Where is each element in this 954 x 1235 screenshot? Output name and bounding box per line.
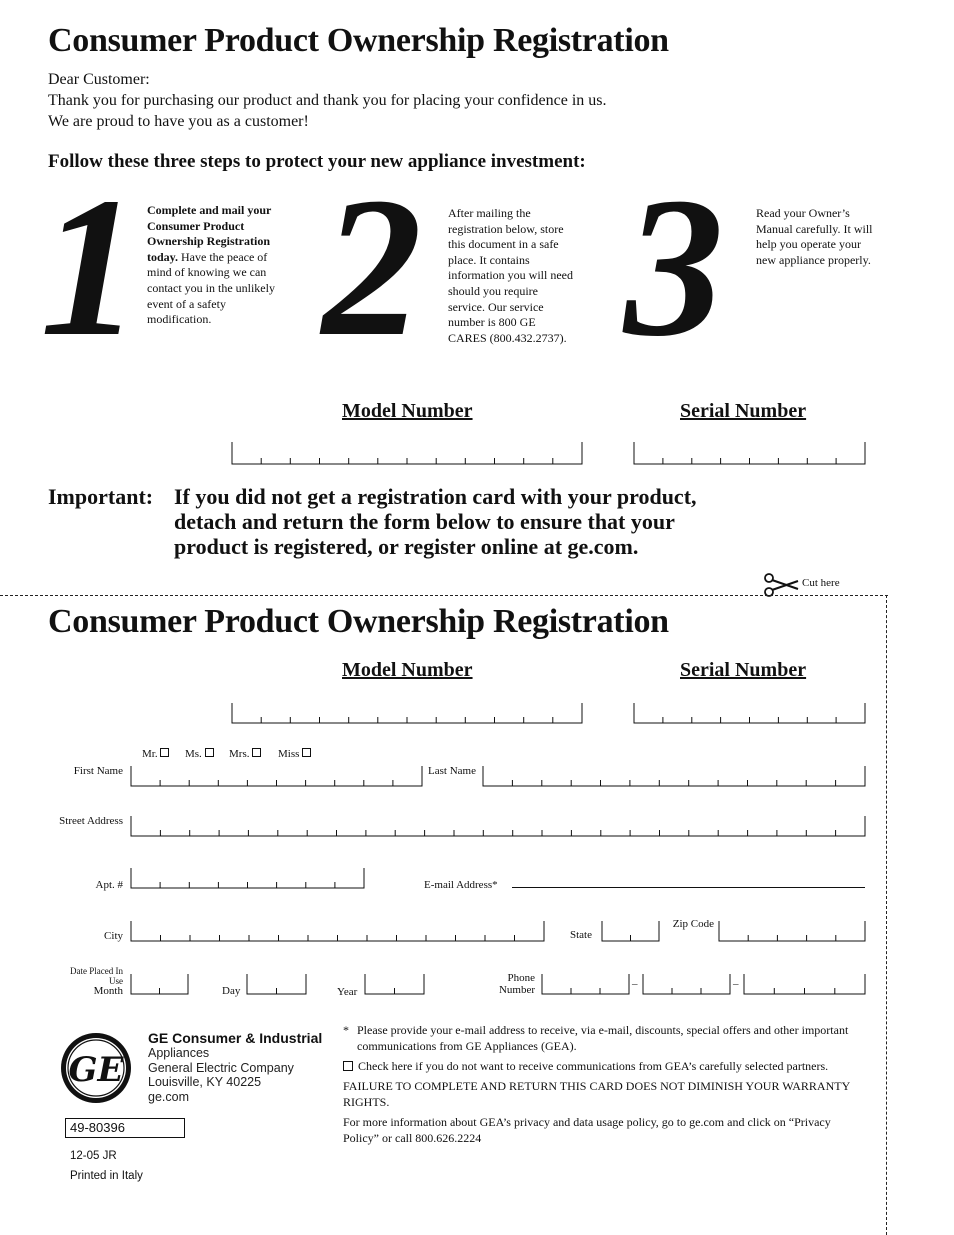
phone-separator-1: – — [632, 978, 638, 990]
form-serial-number-field[interactable] — [633, 703, 867, 724]
company-legal-name: General Electric Company — [148, 1060, 294, 1075]
model-number-field[interactable] — [231, 442, 584, 465]
last-name-label: Last Name — [428, 765, 476, 777]
important-text: If you did not get a registration card with your product, detach and return the form below to ensure that your product is registered, or register online at ge.com. — [174, 484, 697, 559]
company-web: ge.com — [148, 1090, 189, 1105]
phone-separator-2: – — [733, 978, 739, 990]
salutation-mr[interactable]: Mr. — [142, 748, 169, 760]
month-field[interactable] — [130, 974, 190, 995]
step-1-body-text: Have the peace of mind of knowing we can contact you in the unlikely event of a safety modification. — [147, 249, 275, 327]
city-label: City — [104, 930, 123, 942]
intro-text — [48, 69, 848, 132]
form-title: Consumer Product Ownership Registration — [48, 603, 669, 640]
revision-code: 12-05 JR — [70, 1150, 117, 1162]
step-1-bold-text: Complete and mail your Consumer Product Ownership Registration today. — [147, 203, 272, 264]
last-name-field[interactable] — [482, 766, 867, 787]
phone-number-label: Phone Number — [498, 972, 535, 996]
checkbox-mr[interactable] — [160, 748, 169, 757]
step-3-text: Read your Owner’s Manual carefully. It will help you operate your new appliance properly. — [756, 206, 873, 267]
form-model-number-heading: Model Number — [342, 659, 473, 681]
cut-line-vertical[interactable] — [886, 595, 887, 1235]
email-label: E-mail Address* — [424, 879, 498, 891]
salutation-miss[interactable]: Miss — [278, 748, 311, 760]
privacy-note: For more information about GEA’s privacy and data usage policy, go to ge.com and click on “Privacy Policy” or call 800.626.2224 — [343, 1115, 831, 1145]
cut-here-label: Cut here — [802, 577, 840, 589]
page-title: Consumer Product Ownership Registration — [48, 22, 669, 59]
apt-field[interactable] — [130, 868, 366, 889]
month-label: Month — [93, 985, 123, 997]
zip-code-label: Zip Code — [672, 918, 714, 930]
street-address-label: Street Address — [59, 815, 123, 827]
serial-number-field[interactable] — [633, 442, 867, 465]
state-field[interactable] — [601, 921, 661, 942]
phone-area-code-field[interactable] — [541, 974, 631, 995]
step-2-text: After mailing the registration below, store this document in a safe place. It contains information you will need should you require service. Our service number is 800 GE CARES (800.432.2737). — [448, 206, 573, 345]
steps-heading: Follow these three steps to protect your new appliance investment: — [48, 151, 586, 172]
optout-checkbox[interactable] — [343, 1061, 353, 1071]
greeting: Dear Customer: — [48, 71, 150, 88]
checkbox-mrs[interactable] — [252, 748, 261, 757]
email-field[interactable] — [512, 887, 865, 888]
first-name-field[interactable] — [130, 766, 424, 787]
step-3-number: 3 — [624, 157, 724, 378]
asterisk-mark: * — [343, 1023, 349, 1037]
date-placed-label: Date Placed In Use — [70, 966, 123, 986]
state-label: State — [570, 929, 592, 941]
form-model-number-field[interactable] — [231, 703, 584, 724]
phone-prefix-field[interactable] — [642, 974, 732, 995]
company-city: Louisville, KY 40225 — [148, 1075, 262, 1090]
warranty-note: FAILURE TO COMPLETE AND RETURN THIS CARD DOES NOT DIMINISH YOUR WARRANTY RIGHTS. — [343, 1079, 850, 1109]
year-field[interactable] — [364, 974, 426, 995]
step-1-text — [147, 203, 275, 328]
form-serial-number-heading: Serial Number — [680, 659, 807, 681]
thanks-line-2: We are proud to have you as a customer! — [48, 113, 309, 130]
company-address — [148, 1046, 294, 1105]
salutation-mrs[interactable]: Mrs. — [229, 748, 261, 760]
serial-number-heading: Serial Number — [680, 400, 807, 422]
company-name: GE Consumer & Industrial — [148, 1030, 323, 1046]
city-field[interactable] — [130, 921, 546, 942]
ge-logo-icon — [60, 1032, 132, 1104]
checkbox-miss[interactable] — [302, 748, 311, 757]
salutation-ms[interactable]: Ms. — [185, 748, 214, 760]
first-name-label: First Name — [73, 765, 123, 777]
step-1-number: 1 — [40, 157, 140, 378]
zip-code-field[interactable] — [718, 921, 867, 942]
street-address-field[interactable] — [130, 816, 867, 837]
email-note: * Please provide your e-mail address to receive, via e-mail, discounts, special offers and other important communications from GE Appliances (GEA). — [343, 1023, 849, 1053]
part-number-box: 49-80396 — [65, 1118, 185, 1138]
ge-logo-text: GE — [68, 1050, 124, 1090]
apt-label: Apt. # — [95, 879, 123, 891]
printed-in: Printed in Italy — [70, 1170, 143, 1182]
phone-line-field[interactable] — [743, 974, 867, 995]
thanks-line-1: Thank you for purchasing our product and thank you for placing your confidence in us. — [48, 92, 607, 109]
fine-print — [343, 1022, 863, 1146]
day-field[interactable] — [246, 974, 308, 995]
step-2-number: 2 — [322, 157, 422, 378]
checkbox-ms[interactable] — [205, 748, 214, 757]
day-label: Day — [222, 985, 241, 997]
cut-line-horizontal[interactable] — [0, 595, 888, 596]
optout-note: Check here if you do not want to receive communications from GEA’s carefully selected partners. — [343, 1058, 863, 1074]
model-number-heading: Model Number — [342, 400, 473, 422]
company-division: Appliances — [148, 1046, 210, 1060]
year-label: Year — [337, 986, 358, 998]
important-label: Important: — [48, 484, 154, 509]
